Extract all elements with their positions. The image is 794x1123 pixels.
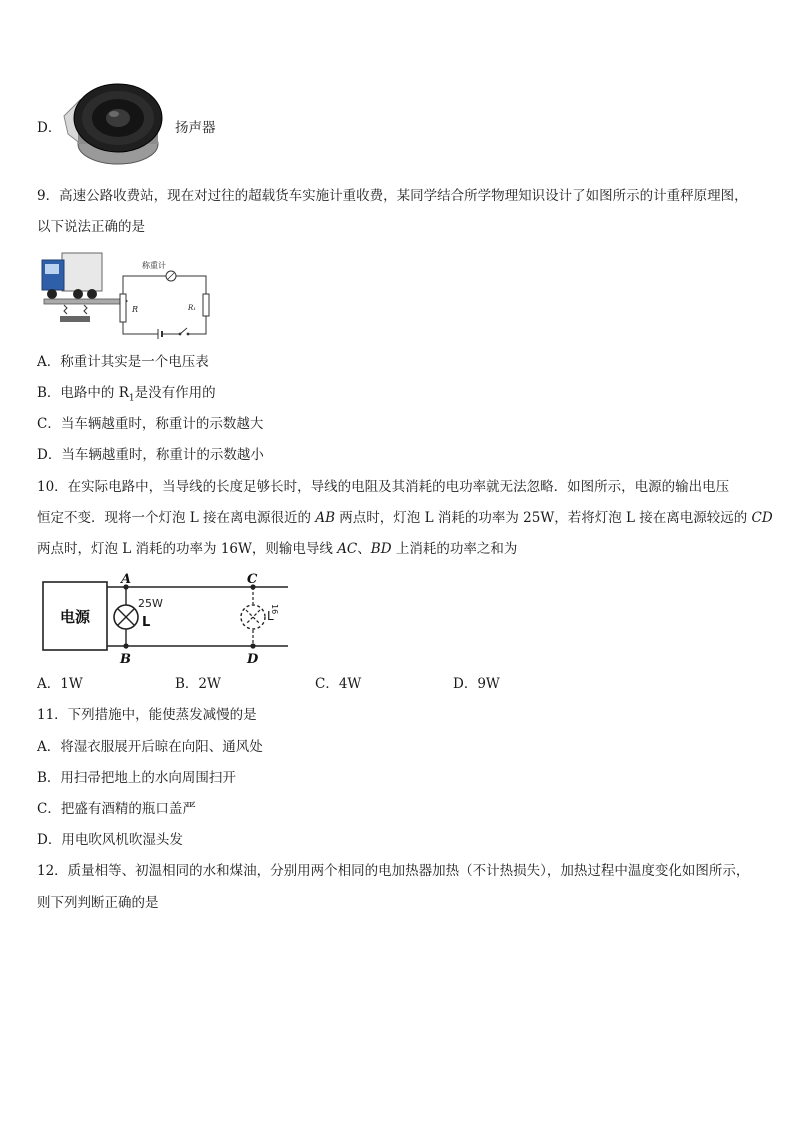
q10-option-c: C．4W [315,676,362,692]
label-lamp2: L [267,609,274,623]
scale-base [60,316,90,322]
q11-option-a: A．将湿衣服展开后晾在向阳、通风处 [37,739,263,755]
q9-option-a: A．称重计其实是一个电压表 [37,354,209,370]
truck-cargo-box [62,253,102,291]
label-r: R [132,305,139,314]
label-lamp1: L [142,615,151,630]
q8-option-d-text: 扬声器 [175,120,216,136]
lamp-cd [241,605,265,629]
q10-option-a: A．1W [37,676,83,692]
weighing-circuit-figure [40,250,212,340]
q12-stem-line2: 则下列判断正确的是 [37,895,159,911]
q10-stem-line1: 10．在实际电路中，当导线的长度足够长时，导线的电阻及其消耗的电功率就无法忽略．如图所示，电源的输出电压 [37,479,730,495]
q10-stem-line3: 两点时，灯泡 L 消耗的功率为 16W，则输电导线 AC、BD 上消耗的功率之和为 [37,541,518,557]
q9-option-c: C．当车辆越重时，称重计的示数越大 [37,416,264,432]
label-lamp2-power: 16 [270,604,279,615]
q9-option-d: D．当车辆越重时，称重计的示数越小 [37,447,264,463]
label-c: C [247,572,258,587]
label-r1: R₁ [188,304,197,312]
scale-platform [44,299,120,304]
q11-option-c: C．把盛有酒精的瓶口盖严 [37,801,196,817]
switch [180,328,187,334]
power-line-circuit-figure [40,570,290,670]
label-meter: 称重计 [142,261,166,270]
q10-option-d: D．9W [453,676,500,692]
q10-stem-line2: 恒定不变．现将一个灯泡 L 接在离电源很近的 AB 两点时，灯泡 L 消耗的功率为 25W，若将灯泡 L 接在离电源较远的 CD [37,510,773,526]
label-source: 电源 [59,608,91,626]
q12-stem-line1: 12．质量相等、初温相同的水和煤油，分别用两个相同的电加热器加热（不计热损失），加热过程中温度变化如图所示， [37,863,750,879]
speaker-image [60,78,172,170]
q9-option-b: B．电路中的 $R_1$是没有作用的 [37,385,216,404]
q11-stem: 11．下列措施中，能使蒸发减慢的是 [37,707,257,723]
q8-option-d-letter: D． [37,120,62,136]
label-lamp1-power: 25W [138,597,163,610]
label-b: B [120,652,131,667]
label-d: D [247,652,259,667]
q9-stem-line2: 以下说法正确的是 [37,219,145,235]
label-a: A [121,572,132,587]
q9-stem-line1: 9．高速公路收费站，现在对过往的超载货车实施计重收费，某同学结合所学物理知识设计了如图所示的计重秤原理图， [37,188,748,204]
rheostat-r [120,294,126,322]
resistor-r1 [203,294,209,316]
q11-option-d: D．用电吹风机吹湿头发 [37,832,183,848]
q10-option-b: B．2W [175,676,221,692]
q11-option-b: B．用扫帚把地上的水向周围扫开 [37,770,236,786]
